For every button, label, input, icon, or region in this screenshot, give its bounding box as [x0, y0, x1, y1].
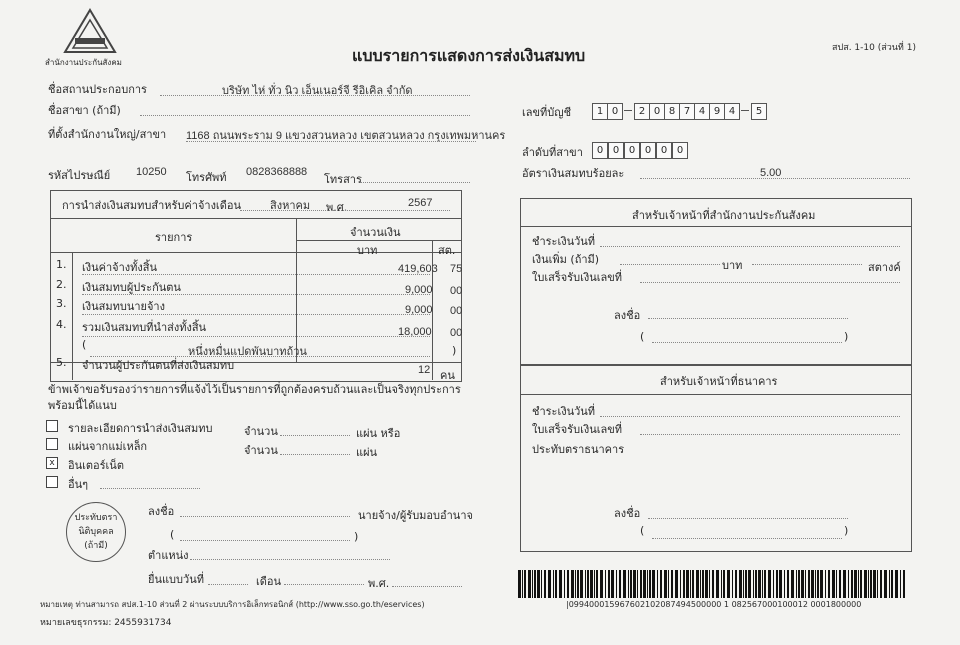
branch-seq-digit: 0 [624, 142, 640, 159]
sso-sign: ลงชื่อ [614, 309, 641, 322]
submit-date-label: ยื่นแบบวันที่ [148, 573, 204, 586]
branch-name-line [140, 115, 470, 116]
barcode-bar [773, 570, 774, 598]
barcode-bar [784, 570, 785, 598]
account-digit: 1 [592, 103, 608, 120]
row-baht: 419,603 [398, 263, 438, 275]
barcode-bar [764, 570, 766, 598]
barcode-bar [534, 570, 536, 598]
sso-logo-icon [60, 8, 120, 56]
barcode-bar [522, 570, 523, 598]
barcode-bar [815, 570, 816, 598]
barcode-bar [686, 570, 689, 598]
row-satang: 00 [450, 285, 463, 297]
period-year-label: พ.ศ. [326, 201, 348, 214]
barcode-bar [891, 570, 893, 598]
barcode-bar [623, 570, 626, 598]
submit-year-label: พ.ศ. [368, 577, 390, 590]
period-label: การนำส่งเงินสมทบสำหรับค่าจ้างเดือน [62, 199, 241, 212]
row-baht: 18,000 [398, 326, 432, 338]
account-digit: 0 [607, 103, 623, 120]
barcode-bar [828, 570, 830, 598]
row5-no: 5. [56, 356, 67, 369]
row5-value: 12 [418, 364, 431, 376]
attach-checkbox[interactable] [46, 438, 58, 450]
bank-receipt: ใบเสร็จรับเงินเลขที่ [532, 423, 622, 436]
row-label: เงินสมทบผู้ประกันตน [82, 281, 181, 294]
barcode-bar [758, 570, 761, 598]
account-digit: 4 [694, 103, 710, 120]
barcode-bar [732, 570, 733, 598]
attach-checkbox[interactable] [46, 476, 58, 488]
barcode-bar [712, 570, 714, 598]
barcode-bar [548, 570, 551, 598]
barcode-bar [605, 570, 606, 598]
row-label: เงินสมทบนายจ้าง [82, 300, 165, 313]
account-digit: 0 [649, 103, 665, 120]
row-satang: 75 [450, 263, 463, 275]
barcode-bar [649, 570, 651, 598]
barcode-bar [608, 570, 610, 598]
form-code: สปส. 1-10 (ส่วนที่ 1) [832, 43, 916, 53]
branch-seq-digit: 0 [672, 142, 688, 159]
employer-name-value: บริษัท ไห่ ทั่ว นิว เอ็นเนอร์จี รีอิเคิล จำกัด [222, 85, 413, 97]
attach-qty-label: จำนวน [244, 444, 278, 457]
row-label: เงินค่าจ้างทั้งสิ้น [82, 261, 158, 274]
logo-caption: สำนักงานประกันสังคม [45, 58, 122, 67]
account-digit: 2 [634, 103, 650, 120]
barcode-bar [864, 570, 867, 598]
sign-role: นายจ้าง/ผู้รับมอบอำนาจ [358, 509, 473, 522]
address-line [186, 141, 476, 142]
barcode-bar [723, 570, 725, 598]
barcode-bar [660, 570, 662, 598]
barcode-bar [716, 570, 719, 598]
barcode-bar [575, 570, 576, 598]
barcode-bar [528, 570, 531, 598]
sign-paren-close: ) [354, 530, 359, 543]
barcode-bar [743, 570, 744, 598]
account-label: เลขที่บัญชี [522, 106, 572, 119]
sign-paren-open: ( [170, 528, 175, 541]
barcode-bar [587, 570, 589, 598]
barcode-bar [796, 570, 797, 598]
barcode-bar [633, 570, 636, 598]
address-label: ที่ตั้งสำนักงานใหญ่/สาขา [48, 128, 167, 141]
amount-words: หนึ่งหมื่นแปดพันบาทถ้วน [188, 346, 307, 358]
barcode-bar [854, 570, 857, 598]
barcode-bar [668, 570, 669, 598]
barcode-bar [808, 570, 810, 598]
bank-paren-open: ( [640, 524, 645, 537]
bank-box-title: สำหรับเจ้าหน้าที่ธนาคาร [660, 375, 778, 388]
barcode-bar [762, 570, 763, 598]
barcode-bar [811, 570, 814, 598]
company-stamp-circle [66, 502, 126, 562]
branch-name-label: ชื่อสาขา (ถ้ามี) [48, 104, 121, 117]
position-label: ตำแหน่ง [148, 549, 189, 562]
branch-seq-digit: 0 [592, 142, 608, 159]
barcode-bar [544, 570, 546, 598]
row-no: 4. [56, 318, 67, 331]
barcode-bar [585, 570, 586, 598]
postcode-value: 10250 [136, 166, 167, 178]
barcode-bar [839, 570, 841, 598]
barcode-bar [768, 570, 771, 598]
col-item-header: รายการ [155, 231, 193, 244]
barcode-bar [825, 570, 826, 598]
sso-paren-open: ( [640, 330, 645, 343]
account-digit: 9 [709, 103, 725, 120]
bank-sign: ลงชื่อ [614, 507, 641, 520]
barcode-bar [755, 570, 757, 598]
barcode-bar [647, 570, 648, 598]
rate-value: 5.00 [760, 167, 782, 179]
barcode-bar [700, 570, 701, 598]
barcode-bar [690, 570, 691, 598]
barcode-bar [903, 570, 905, 598]
barcode-bar [619, 570, 621, 598]
col-baht-header: บาท [357, 244, 378, 257]
barcode-bar [683, 570, 685, 598]
barcode-bar [889, 570, 890, 598]
row-no: 1. [56, 258, 67, 271]
sign-label: ลงชื่อ [148, 505, 175, 518]
barcode-bar [848, 570, 849, 598]
barcode-bar [600, 570, 603, 598]
barcode-bar [870, 570, 872, 598]
barcode-bar [787, 570, 789, 598]
barcode-bar [657, 570, 658, 598]
rate-label: อัตราเงินสมทบร้อยละ [522, 167, 625, 180]
barcode-bar [817, 570, 819, 598]
barcode-bar [880, 570, 882, 598]
certify-line1: ข้าพเจ้าขอรับรองว่ารายการที่แจ้งไว้เป็นรายการที่ถูกต้องครบถ้วนและเป็นจริงทุกประการ [48, 383, 461, 396]
attach-checkbox[interactable] [46, 420, 58, 432]
barcode-bar [748, 570, 751, 598]
barcode-bar [630, 570, 632, 598]
stamp-line: (ถ้ามี) [84, 541, 108, 551]
period-line [240, 210, 450, 211]
sso-receipt: ใบเสร็จรับเงินเลขที่ [532, 271, 622, 284]
barcode-image [518, 570, 908, 598]
barcode-bar [858, 570, 859, 598]
barcode-bar [524, 570, 526, 598]
barcode-bar [559, 570, 562, 598]
barcode-bar [640, 570, 642, 598]
barcode-bar [702, 570, 704, 598]
barcode-bar [555, 570, 557, 598]
barcode-bar [868, 570, 869, 598]
stamp-line: ประทับตรา [74, 513, 118, 523]
account-digit: 8 [664, 103, 680, 120]
certify-line2: พร้อมนี้ได้แนบ [48, 399, 117, 412]
barcode-bar [643, 570, 646, 598]
barcode-bar [709, 570, 710, 598]
row5-label: จำนวนผู้ประกันตนที่ส่งเงินสมทบ [82, 359, 235, 372]
employer-name-label: ชื่อสถานประกอบการ [48, 83, 147, 96]
account-dash [741, 110, 749, 111]
col-amount-header: จำนวนเงิน [350, 226, 401, 239]
barcode-bar [791, 570, 794, 598]
account-digit: 4 [724, 103, 740, 120]
row-baht: 9,000 [405, 304, 433, 316]
col-satang-header: สต. [438, 244, 456, 257]
barcode-bar [836, 570, 837, 598]
row-label: รวมเงินสมทบที่นำส่งทั้งสิ้น [82, 321, 207, 334]
barcode-bar [596, 570, 598, 598]
attach-label: อื่นๆ [68, 478, 89, 491]
submit-month-label: เดือน [256, 575, 282, 588]
transaction-ref: หมายเลขธุรกรรม: 2455931734 [40, 618, 172, 628]
phone-label: โทรศัพท์ [186, 171, 227, 184]
attach-qty-label: จำนวน [244, 425, 278, 438]
period-month: สิงหาคม [270, 200, 311, 212]
bank-paid-date: ชำระเงินวันที่ [532, 405, 596, 418]
sso-surcharge: เงินเพิ่ม (ถ้ามี) [532, 253, 600, 266]
attach-label: อินเตอร์เน็ต [68, 459, 124, 472]
barcode-bar [611, 570, 614, 598]
barcode-bar [801, 570, 804, 598]
barcode-bar [590, 570, 593, 598]
branch-seq-digit: 0 [640, 142, 656, 159]
bank-paren-close: ) [844, 524, 849, 537]
barcode-bar [877, 570, 878, 598]
row-no: 3. [56, 297, 67, 310]
barcode-bar [664, 570, 667, 598]
attach-label: แผ่นจากแม่เหล็ก [68, 440, 148, 453]
branch-seq-label: ลำดับที่สาขา [522, 146, 583, 159]
row-no: 2. [56, 278, 67, 291]
sso-baht: บาท [722, 259, 743, 272]
address-value: 1168 ถนนพระราม 9 แขวงสวนหลวง เขตสวนหลวง กรุงเทพมหานคร [186, 130, 506, 142]
barcode-bar [753, 570, 754, 598]
barcode-text: |099400015967602102087494500000 1 082567000100012 0001800000 [566, 600, 862, 609]
footer-note: หมายเหตุ ท่านสามารถ สปส.1-10 ส่วนที่ 2 ผ่านระบบบริการอิเล็กทรอนิกส์ (http://www.sso.go.th/eservices) [40, 600, 425, 609]
barcode-bar [567, 570, 569, 598]
barcode-bar [820, 570, 823, 598]
attach-unit: แผ่น [356, 446, 378, 459]
sso-satang: สตางค์ [868, 261, 901, 274]
barcode-bar [616, 570, 617, 598]
barcode-bar [564, 570, 565, 598]
fax-label: โทรสาร [324, 173, 362, 186]
attach-unit: แผ่น หรือ [356, 427, 401, 440]
bank-stamp: ประทับตราธนาคาร [532, 443, 625, 456]
row-baht: 9,000 [405, 284, 433, 296]
sso-box-title: สำหรับเจ้าหน้าที่สำนักงานประกันสังคม [632, 209, 816, 222]
bank-officer-box [520, 364, 912, 552]
barcode-bar [577, 570, 579, 598]
barcode-bar [571, 570, 574, 598]
barcode-bar [721, 570, 722, 598]
amount-words-close: ) [452, 344, 457, 357]
barcode-bar [680, 570, 681, 598]
barcode-bar [628, 570, 629, 598]
barcode-bar [895, 570, 898, 598]
barcode-bar [696, 570, 699, 598]
row-satang: 00 [450, 305, 463, 317]
barcode-bar [735, 570, 737, 598]
sso-logo [60, 8, 120, 56]
period-year: 2567 [408, 197, 433, 209]
page-title: แบบรายการแสดงการส่งเงินสมทบ [352, 46, 586, 65]
barcode-bar [851, 570, 853, 598]
barcode-bar [537, 570, 540, 598]
barcode-bar [553, 570, 554, 598]
branch-seq-digit: 0 [608, 142, 624, 159]
barcode-bar [652, 570, 655, 598]
account-digit: 7 [679, 103, 695, 120]
barcode-bar [776, 570, 778, 598]
sso-paid-date: ชำระเงินวันที่ [532, 235, 596, 248]
barcode-bar [580, 570, 583, 598]
amount-words-open: ( [82, 338, 87, 351]
barcode-bar [843, 570, 846, 598]
fax-line [360, 182, 470, 183]
barcode-bar [532, 570, 533, 598]
barcode-bar [637, 570, 638, 598]
attach-checkbox[interactable]: x [46, 457, 58, 469]
barcode-bar [727, 570, 730, 598]
barcode-bar [779, 570, 782, 598]
row5-unit: คน [440, 369, 455, 382]
barcode-bar [860, 570, 862, 598]
barcode-bar [805, 570, 806, 598]
sso-paren-close: ) [844, 330, 849, 343]
barcode-bar [832, 570, 835, 598]
barcode-bar [675, 570, 678, 598]
barcode-bar [518, 570, 521, 598]
barcode-bar [739, 570, 742, 598]
branch-seq-digit: 0 [656, 142, 672, 159]
attach-label: รายละเอียดการนำส่งเงินสมทบ [68, 422, 213, 435]
barcode-bar [900, 570, 901, 598]
barcode-bar [541, 570, 542, 598]
account-dash [624, 110, 632, 111]
barcode-bar [798, 570, 800, 598]
postcode-label: รหัสไปรษณีย์ [48, 169, 111, 182]
barcode-bar [884, 570, 887, 598]
stamp-line: นิติบุคคล [78, 527, 114, 537]
barcode-bar [594, 570, 595, 598]
barcode-bar [873, 570, 876, 598]
barcode-bar [671, 570, 673, 598]
account-digit: 5 [751, 103, 767, 120]
barcode-bar [745, 570, 747, 598]
barcode-bar [705, 570, 708, 598]
barcode-bar [692, 570, 694, 598]
phone-value: 0828368888 [246, 166, 308, 178]
row-satang: 00 [450, 327, 463, 339]
